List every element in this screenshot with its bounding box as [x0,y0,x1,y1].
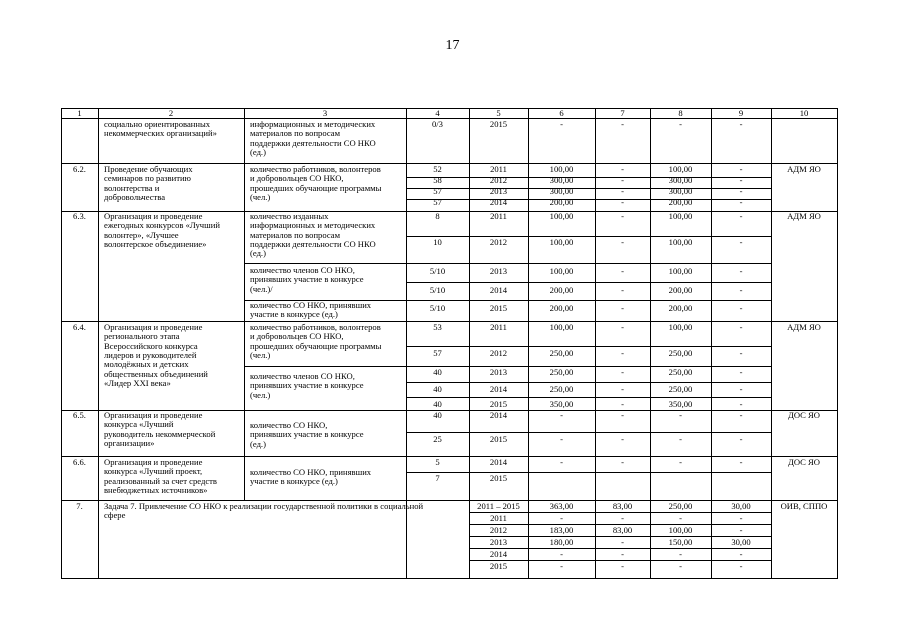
federal-funding: - [621,197,624,207]
year-cell: 2013 [489,367,508,377]
year-cell: 2011 [490,322,507,332]
row-divider [244,263,772,264]
federal-funding: - [621,549,624,559]
other-funding: - [739,410,743,420]
program-table [61,108,838,578]
year-cell: 2011 [490,211,507,221]
measure-text: волонтер», «Лучшее [104,229,179,240]
measure-text: конкурса «Лучший проект, [104,466,203,477]
task-text: Задача 7. Привлечение СО НКО к реализации государственной политики в социальной [104,501,424,511]
federal-funding: - [621,175,624,185]
target-value: 7 [435,473,440,483]
row-divider [406,282,772,283]
federal-funding: - [621,164,624,174]
column-divider [244,108,245,501]
total-funding: - [560,434,563,444]
regional-funding: 250,00 [668,367,693,377]
indicator-text: информационных и методических [250,119,376,129]
row-divider [244,366,772,367]
target-value: 5/10 [429,266,446,276]
measure-text: социально ориентированных [104,119,211,129]
federal-funding: - [621,186,624,196]
indicator-text: количество СО НКО, [250,420,328,430]
other-funding: 30,00 [731,501,751,511]
indicator-text: прошедших обучающие программы [250,182,382,193]
total-funding: 300,00 [549,186,574,196]
other-funding: - [739,434,743,444]
measure-text: семинаров по развитию [104,173,191,184]
total-funding: 200,00 [549,197,574,207]
regional-funding: 100,00 [668,211,693,221]
column-divider [98,108,99,579]
other-funding: - [739,186,743,196]
year-cell: 2011 – 2015 [477,501,520,511]
regional-funding: - [679,410,682,420]
year-cell: 2015 [489,303,508,313]
year-cell: 2012 [489,525,508,535]
target-value: 57 [433,348,442,358]
executor: ДОС ЯО [788,410,820,420]
year-cell: 2013 [489,266,508,276]
federal-funding: - [621,322,624,332]
other-funding: - [739,561,743,571]
column-header-6: 6 [559,108,564,118]
measure-text: Организация и проведение [104,457,203,467]
regional-funding: - [679,561,682,571]
target-value: 5/10 [429,303,446,313]
column-header-5: 5 [496,108,501,118]
measure-text: молодёжных и детских [104,359,189,370]
target-value: 57 [433,186,442,196]
year-cell: 2012 [489,237,508,247]
year-cell: 2014 [489,197,508,207]
total-funding: - [560,549,563,559]
column-header-4: 4 [435,108,440,118]
total-funding: - [560,513,563,523]
measure-text: Всероссийского конкурса [104,340,198,351]
row-divider [406,472,772,473]
measure-text: лидеров и руководителей [104,349,197,360]
regional-funding: 150,00 [668,537,693,547]
row-divider [406,382,772,383]
total-funding: - [560,561,563,571]
year-cell: 2015 [489,434,508,444]
federal-funding: - [621,457,624,467]
column-header-2: 2 [168,108,174,118]
total-funding: 200,00 [549,303,574,313]
federal-funding: - [621,513,624,523]
regional-funding: 100,00 [668,164,693,174]
regional-funding: 300,00 [668,175,693,185]
indicator-text: принявших участие в конкурсе [250,429,364,440]
other-funding: - [739,164,743,174]
indicator-text: (ед.) [250,146,266,157]
indicator-text: принявших участие в конкурсе [250,274,364,285]
other-funding: - [739,197,743,207]
federal-funding: - [621,434,624,444]
other-funding: - [739,457,743,467]
item-number: 6.5. [73,410,86,420]
total-funding: 300,00 [549,175,574,185]
other-funding: - [739,513,743,523]
other-funding: - [739,525,743,535]
item-number: 7. [76,501,83,511]
federal-funding: - [621,266,624,276]
other-funding: - [739,211,743,221]
regional-funding: 250,00 [668,384,693,394]
indicator-text: принявших участие в конкурсе [250,380,364,391]
indicator-text: поддержки деятельности СО НКО [250,137,376,148]
total-funding: 100,00 [549,266,574,276]
year-cell: 2013 [489,186,508,196]
target-value: 40 [433,367,442,377]
indicator-text: и добровольцев СО НКО, [250,173,344,184]
measure-text: организации» [104,437,155,448]
federal-funding: - [621,285,624,295]
row-divider [61,578,838,579]
indicator-text: (чел.) [250,349,271,360]
other-funding: - [739,119,743,129]
regional-funding: 250,00 [668,348,693,358]
indicator-text: материалов по вопросам [250,229,341,240]
row-divider [406,346,772,347]
regional-funding: 250,00 [668,501,693,511]
measure-text: Организация и проведение [104,410,203,420]
target-value: 53 [433,322,442,332]
measure-text: добровольчества [104,191,166,202]
federal-funding: - [621,348,624,358]
indicator-text: материалов по вопросам [250,128,341,139]
total-funding: - [560,119,563,129]
measure-text: конкурса «Лучший [104,419,174,430]
other-funding: - [739,237,743,247]
item-number: 6.3. [73,211,86,221]
regional-funding: 200,00 [668,303,693,313]
regional-funding: 300,00 [668,186,693,196]
federal-funding: - [621,367,624,377]
indicator-text: количество изданных [250,211,329,221]
federal-funding: - [621,119,624,129]
indicator-text: количество СО НКО, принявших [250,300,372,310]
regional-funding: - [679,457,682,467]
year-cell: 2015 [489,473,508,483]
other-funding: - [739,285,743,295]
indicator-text: (чел.) [250,389,271,400]
total-funding: 100,00 [549,322,574,332]
target-value: 10 [433,237,442,247]
indicator-text: (ед.) [250,438,266,449]
total-funding: - [560,457,563,467]
indicator-text: (ед.) [250,248,266,259]
year-cell: 2015 [489,561,508,571]
target-value: 40 [433,384,442,394]
federal-funding: - [621,410,624,420]
indicator-text: количество работников, волонтеров [250,322,381,332]
measure-text: Организация и проведение [104,211,203,221]
year-cell: 2014 [489,549,508,559]
federal-funding: - [621,561,624,571]
regional-funding: 100,00 [668,525,693,535]
page-number: 17 [445,38,460,53]
other-funding: - [739,399,743,409]
measure-text: регионального этапа [104,331,180,342]
year-cell: 2011 [490,164,507,174]
target-value: 52 [433,164,442,174]
column-header-9: 9 [738,108,744,118]
federal-funding: - [621,399,624,409]
target-value: 0/3 [432,119,443,129]
executor: ДОС ЯО [788,457,820,467]
indicator-text: и добровольцев СО НКО, [250,331,344,342]
regional-funding: - [679,119,682,129]
indicator-text: информационных и методических [250,220,376,231]
column-divider [837,108,838,579]
total-funding: 200,00 [549,285,574,295]
other-funding: - [739,322,743,332]
year-cell: 2012 [489,175,508,185]
row-divider [406,397,772,398]
target-value: 8 [435,211,440,221]
indicator-text: количество работников, волонтеров [250,164,381,174]
total-funding: 180,00 [549,537,574,547]
row-divider [406,432,772,433]
federal-funding: - [621,537,624,547]
regional-funding: 350,00 [668,399,693,409]
item-number: 6.2. [73,164,86,174]
year-cell: 2015 [489,119,508,129]
indicator-text: поддержки деятельности СО НКО [250,238,376,249]
indicator-text: количество членов СО НКО, [250,265,355,275]
other-funding: - [739,549,743,559]
year-cell: 2014 [489,410,508,420]
regional-funding: 100,00 [668,322,693,332]
executor: АДМ ЯО [787,211,821,221]
total-funding: 250,00 [549,348,574,358]
target-value: 25 [433,434,442,444]
year-cell: 2013 [489,537,508,547]
measure-text: ежегодных конкурсов «Лучший [104,220,220,231]
federal-funding: - [621,237,624,247]
indicator-text: участие в конкурсе (ед.) [250,309,338,320]
measure-text: «Лидер XXI века» [104,377,171,388]
regional-funding: - [679,549,682,559]
other-funding: - [739,266,743,276]
other-funding: 30,00 [731,537,751,547]
target-value: 5 [435,457,440,467]
indicator-text: (чел.) [250,191,271,202]
regional-funding: 100,00 [668,237,693,247]
measure-text: Организация и проведение [104,322,203,332]
regional-funding: - [679,434,682,444]
indicator-text: количество членов СО НКО, [250,371,355,381]
column-header-3: 3 [322,108,328,118]
regional-funding: - [679,513,682,523]
executor: АДМ ЯО [787,322,821,332]
column-header-10: 10 [799,108,809,118]
item-number: 6.4. [73,322,86,332]
column-header-7: 7 [620,108,625,118]
total-funding: 250,00 [549,367,574,377]
item-number: 6.6. [73,457,86,467]
measure-text: Проведение обучающих [104,164,193,174]
year-cell: 2012 [489,348,508,358]
measure-text: волонтерства и [104,182,160,193]
year-cell: 2015 [489,399,508,409]
other-funding: - [739,367,743,377]
federal-funding: 83,00 [612,525,633,535]
measure-text: реализованный за счет средств [104,475,217,486]
target-value: 40 [433,410,442,420]
year-cell: 2014 [489,457,508,467]
row-divider [406,236,772,237]
column-header-8: 8 [678,108,683,118]
total-funding: 350,00 [549,399,574,409]
year-cell: 2011 [490,513,507,523]
target-value: 58 [433,175,442,185]
measure-text: общественных объединений [104,368,208,379]
measure-text: волонтерское объединение» [104,238,207,249]
regional-funding: 200,00 [668,285,693,295]
total-funding: 363,00 [549,501,574,511]
federal-funding: 83,00 [612,501,633,511]
federal-funding: - [621,303,624,313]
year-cell: 2014 [489,384,508,394]
total-funding: 100,00 [549,211,574,221]
total-funding: - [560,410,563,420]
measure-text: внебюджетных источников» [104,484,208,495]
total-funding: 100,00 [549,164,574,174]
federal-funding: - [621,384,624,394]
indicator-text: количество СО НКО, принявших [250,467,372,477]
target-value: 40 [433,399,442,409]
total-funding: 100,00 [549,237,574,247]
regional-funding: 200,00 [668,197,693,207]
executor: ОИВ, СППО [780,501,828,511]
other-funding: - [739,384,743,394]
executor: АДМ ЯО [787,164,821,174]
indicator-text: прошедших обучающие программы [250,340,382,351]
indicator-text: участие в конкурсе (ед.) [250,476,338,487]
indicator-text: (чел.)/ [250,283,273,294]
total-funding: 183,00 [549,525,574,535]
other-funding: - [739,175,743,185]
column-header-1: 1 [77,108,82,118]
federal-funding: - [621,211,624,221]
year-cell: 2014 [489,285,508,295]
total-funding: 250,00 [549,384,574,394]
measure-text: некоммерческих организаций» [104,128,217,139]
target-value: 5/10 [429,285,446,295]
other-funding: - [739,303,743,313]
measure-text: руководитель некоммерческой [104,428,216,439]
target-value: 57 [433,197,442,207]
regional-funding: 100,00 [668,266,693,276]
task-text: сфере [104,510,126,521]
other-funding: - [739,348,743,358]
